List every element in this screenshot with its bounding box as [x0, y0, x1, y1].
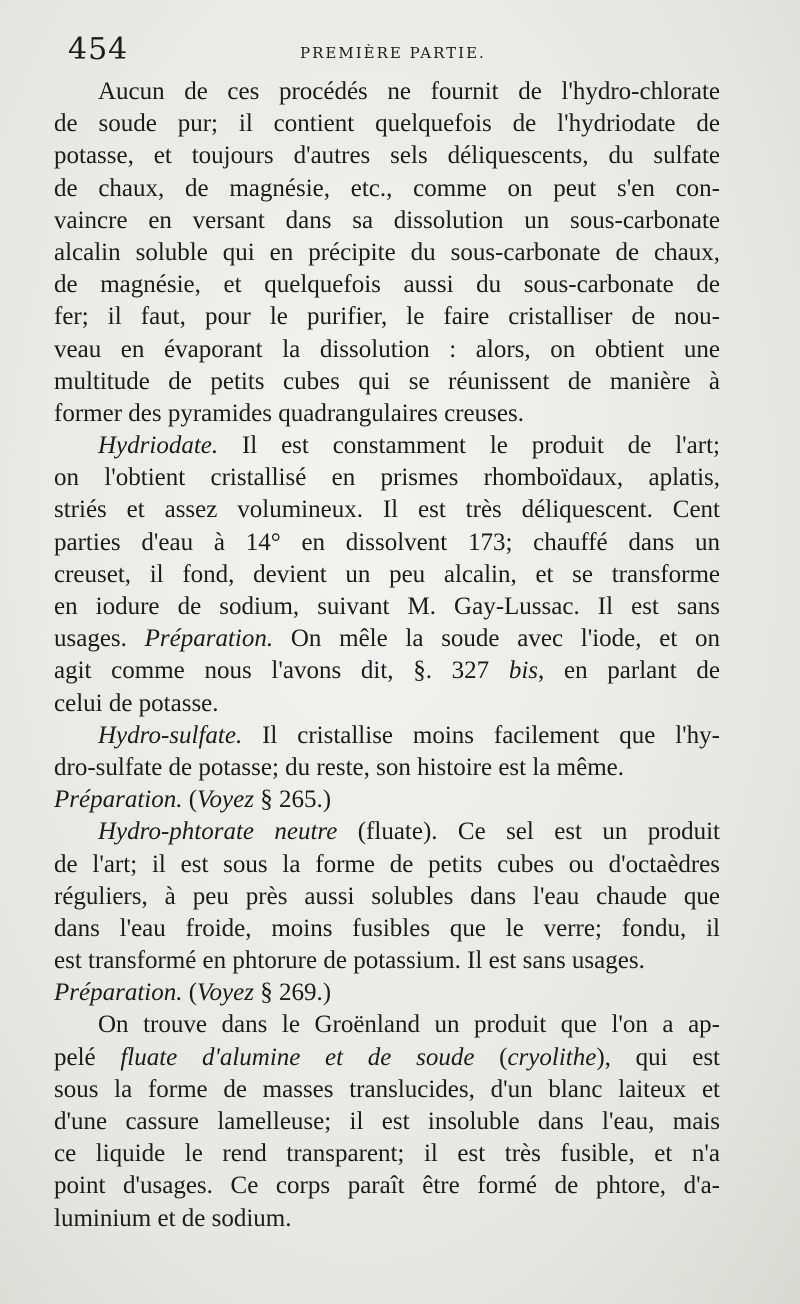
text-segment: Aucun de ces procédés ne fournit de l'hydro-chlorate: [98, 78, 720, 105]
italic-text: Hydro-phtorate neutre: [98, 818, 338, 846]
text-segment: usages.: [54, 625, 145, 653]
text-line: [54, 205, 720, 237]
text-line: [54, 76, 720, 108]
text-line: [54, 559, 720, 591]
text-line: [54, 913, 720, 945]
text-segment: celui de potasse.: [54, 689, 219, 717]
text-segment: point d'usages. Ce corps paraît être formé de phtore, d'a-: [54, 1172, 720, 1200]
text-line: [54, 1138, 720, 1170]
text-line: [54, 1074, 720, 1106]
text-line: [54, 1106, 720, 1138]
page-header: [68, 32, 718, 72]
text-segment: multitude de petits cubes qui se réunissent de manière à: [54, 367, 720, 395]
text-segment: (: [182, 979, 198, 1007]
text-segment: en iodure de sodium, suivant M. Gay-Lussac. Il est sans: [54, 593, 720, 620]
text-segment: veau en évaporant la dissolution : alors, on obtient une: [54, 335, 720, 363]
text-line: [54, 591, 720, 623]
text-line: [54, 1203, 720, 1235]
text-segment: Il cristallise moins facilement que l'hy-: [242, 721, 720, 749]
text-segment: On trouve dans le Groënland un produit que l'on a ap-: [98, 1011, 720, 1039]
text-segment: , en parlant de: [538, 657, 720, 685]
text-segment: luminium et de sodium.: [54, 1204, 292, 1232]
italic-text: fluate d'alumine et de soude: [120, 1043, 475, 1071]
text-segment: On mêle la soude avec l'iode, et on: [273, 625, 720, 653]
text-line: [54, 784, 720, 816]
text-segment: (fluate). Ce sel est un produit: [337, 818, 720, 846]
text-segment: potasse, et toujours d'autres sels déliquescents, du sulfate: [54, 142, 720, 170]
text-line: [54, 816, 720, 848]
text-segment: de l'art; il est sous la forme de petits cubes ou d'octaèdres: [54, 850, 720, 878]
text-segment: parties d'eau à 14° en dissolvent 173; chauffé dans un: [54, 528, 720, 556]
text-line: [54, 334, 720, 366]
text-segment: dans l'eau froide, moins fusibles que le verre; fondu, il: [54, 914, 720, 942]
page-number: 454: [68, 32, 129, 67]
text-segment: de magnésie, et quelquefois aussi du sous-carbonate de: [54, 271, 720, 299]
text-segment: vaincre en versant dans sa dissolution un sous-carbonate: [54, 206, 720, 234]
italic-text: Voyez: [197, 786, 254, 814]
text-segment: on l'obtient cristallisé en prismes rhomboïdaux, aplatis,: [54, 464, 720, 492]
text-line: [54, 527, 720, 559]
text-segment: fer; il faut, pour le purifier, le faire cristalliser de nou-: [54, 303, 720, 331]
text-segment: ce liquide le rend transparent; il est très fusible, et n'a: [54, 1140, 720, 1168]
text-segment: de chaux, de magnésie, etc., comme on peut s'en con-: [54, 174, 720, 202]
text-line: [54, 945, 720, 977]
italic-text: Préparation.: [54, 979, 183, 1007]
italic-text: Hydriodate.: [98, 432, 219, 460]
italic-text: Préparation.: [144, 625, 274, 653]
text-segment: sous la forme de masses translucides, d'un blanc laiteux et: [54, 1075, 720, 1103]
text-segment: creuset, il fond, devient un peu alcalin, et se transforme: [54, 560, 720, 588]
text-segment: ), qui est: [596, 1043, 720, 1071]
text-segment: § 265.): [253, 786, 332, 814]
text-segment: dro-sulfate de potasse; du reste, son histoire est la même.: [54, 753, 624, 781]
italic-text: Préparation.: [54, 786, 183, 814]
text-line: [54, 752, 720, 784]
text-line: [54, 1042, 720, 1074]
text-segment: former des pyramides quadrangulaires creuses.: [54, 399, 524, 427]
text-line: [54, 623, 720, 655]
text-line: [54, 655, 720, 687]
text-line: [54, 269, 720, 301]
text-segment: pelé: [54, 1043, 121, 1071]
text-segment: § 269.): [253, 979, 332, 1007]
text-segment: de soude pur; il contient quelquefois de l'hydriodate de: [54, 110, 720, 138]
text-line: [54, 1009, 720, 1041]
text-segment: d'une cassure lamelleuse; il est insoluble dans l'eau, mais: [54, 1108, 720, 1135]
italic-text: Voyez: [197, 979, 254, 1007]
text-line: [54, 462, 720, 494]
text-line: [54, 366, 720, 398]
body-text: [54, 76, 720, 1235]
text-line: [54, 301, 720, 333]
italic-text: Hydro-sulfate.: [98, 721, 243, 749]
text-segment: alcalin soluble qui en précipite du sous-carbonate de chaux,: [54, 238, 720, 266]
text-line: [54, 173, 720, 205]
text-line: [54, 108, 720, 140]
text-line: [54, 688, 720, 720]
text-line: [54, 1170, 720, 1202]
italic-text: cryolithe: [507, 1043, 597, 1071]
text-segment: est transformé en phtorure de potassium. Il est sans usages.: [54, 947, 645, 975]
text-segment: (: [182, 786, 198, 814]
italic-text: bis: [508, 657, 539, 685]
text-segment: Il est constamment le produit de l'art;: [218, 432, 720, 460]
text-segment: striés et assez volumineux. Il est très déliquescent. Cent: [54, 496, 720, 524]
text-segment: réguliers, à peu près aussi solubles dans l'eau chaude que: [54, 882, 720, 910]
text-line: [54, 237, 720, 269]
text-line: [54, 720, 720, 752]
text-line: [54, 881, 720, 913]
text-line: [54, 398, 720, 430]
text-segment: agit comme nous l'avons dit, §. 327: [54, 657, 509, 685]
text-line: [54, 430, 720, 462]
text-segment: (: [474, 1043, 508, 1071]
text-line: [54, 494, 720, 526]
text-line: [54, 977, 720, 1009]
text-line: [54, 849, 720, 881]
text-line: [54, 140, 720, 172]
running-head: PREMIÈRE PARTIE.: [300, 44, 486, 62]
